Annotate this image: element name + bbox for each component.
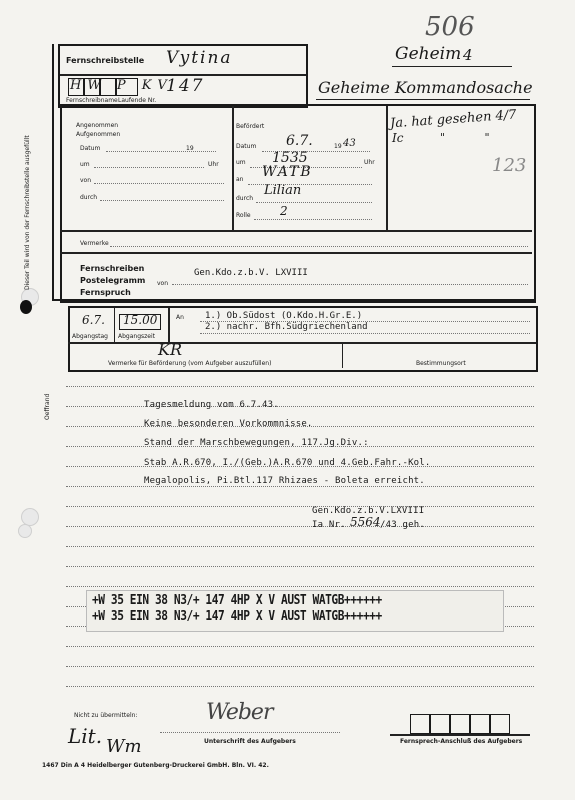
punch-hole-bottom-2 [18,524,32,538]
phone-box-4 [470,714,490,734]
ruled-line [66,486,534,487]
phone-box-5 [490,714,510,734]
dotted-line [106,151,216,152]
angenommen-year-prefix: 19 [186,145,194,152]
signature-line-1: Gen.Kdo.z.b.V.LXVIII [312,506,425,516]
unterschrift-label: Unterschrift des Aufgebers [204,738,296,745]
message-line-2: Keine besonderen Vorkommnisse. [144,419,313,429]
ruled-line [66,586,534,587]
divider [168,308,170,342]
kommandosache-label: Geheime Kommandosache [318,78,533,97]
dotted-line [94,183,224,184]
bestimmungsort-label: Bestimmungsort [416,360,466,367]
teleprint-line-2: +W 35 EIN 38 N3/+ 147 4HP X V AUST WATGB++++++ [92,609,382,624]
befoerdert-datum-label: Datum [236,143,257,150]
geheim-label: Geheim [395,44,462,64]
befoerdert-datum-value: 6.7. [286,133,313,149]
side-note: Dieser Teil wird von der Fernschreibstelle ausgefüllt [24,135,31,290]
fernschreibstelle-label: Fernschreibstelle [66,56,145,65]
befoerdert-an-value: WATB [262,164,313,180]
geheim-hand-note: 4 [463,46,473,64]
befoerdert-rolle-label: Rolle [236,212,251,219]
befoerdert-durch-label: durch [236,195,254,202]
dotted-line [200,333,530,334]
signature-line [160,732,340,733]
vermerke-label: Vermerke [80,240,109,247]
left-hand-note: Lit. [68,724,103,748]
aufgenommen-label: Aufgenommen [76,131,121,138]
dotted-line [172,284,528,285]
dotted-line [94,167,204,168]
message-line-1: Tagesmeldung vom 6.7.43. [144,400,279,410]
ink-blot [20,300,32,314]
gelesen-sub: Ic [392,131,404,145]
angenommen-durch-label: durch [80,194,98,201]
left-hand-note-2: Wm [106,736,142,757]
hand-signature: Weber [206,700,273,725]
an-label: An [176,314,184,321]
dotted-line [110,246,528,247]
message-line-4: Stab A.R.670, I./(Geb.)A.R.670 und 4.Geb.Fahr.-Kol. [144,458,431,468]
angenommen-datum-label: Datum [80,145,101,152]
ruled-line [66,666,534,667]
befoerdert-year-prefix: 19 [334,143,342,150]
abgangstag-value: 6.7. [82,313,105,327]
laufende-nr-label: Laufende Nr. [118,97,157,104]
signature-line-2-prefix: Ia Nr. [312,520,346,530]
ruled-line [66,406,534,407]
teleprint-line-1: +W 35 EIN 38 N3/+ 147 4HP X V AUST WATGB++++++ [92,593,382,608]
dotted-line [254,219,372,220]
fernschreibname-value: HW P KV [70,78,173,93]
ruled-line [66,686,534,687]
ruled-line [66,526,534,527]
angenommen-von-label: von [80,177,92,184]
dotted-line [200,321,530,322]
angenommen-um-label: um [80,161,90,168]
number-123: 123 [492,155,527,176]
fernschreibstelle-value: Vytina [166,48,233,68]
laufende-nr-value: 147 [166,76,205,96]
message-line-3: Stand der Marschbewegungen, 117.Jg.Div.: [144,438,369,448]
dotted-line [100,200,224,201]
gelesen-note: Ja. hat gesehen 4/7 [389,107,517,132]
divider [390,734,530,736]
printer-imprint: 1467 Din A 4 Heidelberger Gutenberg-Druckerei GmbH. Bln. VI. 42. [42,762,269,769]
divider [60,252,532,254]
abgangstag-label: Abgangstag [72,333,108,340]
oeffrand-label: Oeffrand [44,393,51,420]
recipient-1: 1.) Ob.Südost (O.Kdo.H.Gr.E.) [205,311,363,321]
befoerdert-durch-value: Lilian [264,183,302,198]
recipient-2: 2.) nachr. Bfh.Südgriechenland [205,322,368,332]
divider [68,342,536,344]
signature-line-2-suffix: /43 geh. [380,520,425,530]
medium-von: von [157,280,169,287]
fernschreibname-label: Fernschreibname [66,97,118,104]
befoerdert-year-value: 43 [343,138,356,149]
angenommen-uhr-label: Uhr [208,161,219,168]
medium-fernspruch: Fernspruch [80,288,131,297]
phone-box-3 [450,714,470,734]
message-line-5: Megalopolis, Pi.Btl.117 Rhizaes - Boleta erreicht. [144,476,425,486]
befoerdert-label: Befördert [236,123,265,130]
fernsprech-label: Fernsprech-Anschluß des Aufgebers [400,738,523,745]
abgangszeit-value: 15.00 [123,313,158,327]
medium-postelegramm: Postelegramm [80,276,146,285]
vermerke-befoerderung-label: Vermerke für Beförderung (vom Aufgeber auszufüllen) [108,360,272,367]
phone-box-1 [410,714,430,734]
ruled-line [66,386,534,387]
kr-note: KR [158,340,182,359]
divider [60,230,532,232]
ruled-line [66,546,534,547]
gelesen-marks: " " [440,131,508,144]
befoerdert-um-value: 1535 [272,150,308,166]
abgangszeit-label: Abgangszeit [118,333,155,340]
befoerdert-an-label: an [236,176,244,183]
phone-box-2 [430,714,450,734]
sender-value: Gen.Kdo.z.b.V. LXVIII [194,268,308,278]
divider [342,342,343,368]
divider [386,106,388,230]
befoerdert-rolle-value: 2 [280,204,288,218]
divider [232,106,234,230]
medium-fernschreiben: Fernschreiben [80,264,145,273]
signature-line-2-number: 5564 [350,515,381,529]
angenommen-label: Angenommen [76,122,119,129]
ruled-line [66,506,534,507]
archive-stamp-number: 506 [425,12,475,42]
dotted-line [256,202,372,203]
ruled-line [66,566,534,567]
befoerdert-uhr-label: Uhr [364,159,375,166]
ruled-line [66,646,534,647]
divider [114,308,115,342]
befoerdert-um-label: um [236,159,246,166]
nicht-label: Nicht zu übermitteln: [74,712,138,719]
